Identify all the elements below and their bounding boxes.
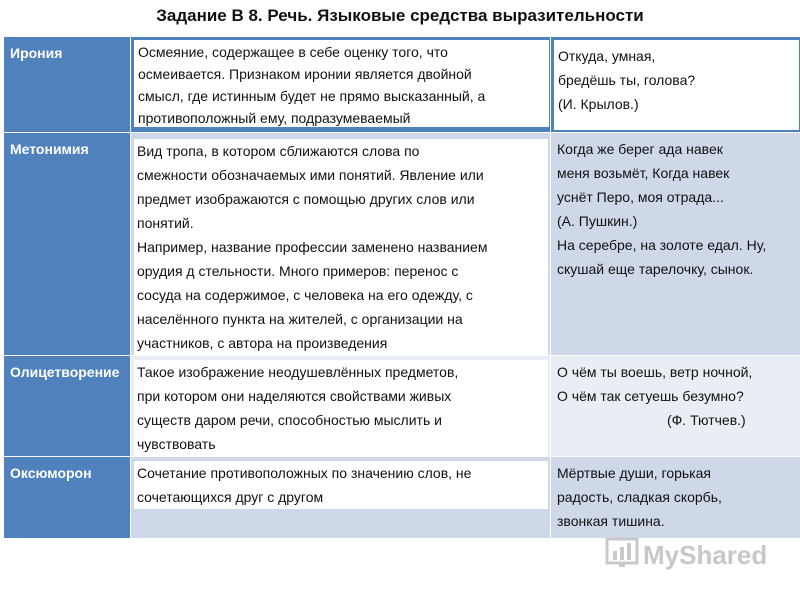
definition-line: Такое изображение неодушевлённых предметов, (137, 364, 459, 380)
example-line: Мёртвые души, горькая (557, 465, 711, 481)
term-cell: Ирония (4, 37, 131, 133)
table-row (4, 133, 800, 356)
definition-cell (131, 356, 551, 457)
definition-line: существ даром речи, способностью мыслить и (137, 412, 442, 428)
example-line: бредёшь ты, голова? (558, 72, 696, 88)
definition-line: участников, с автора на произведения (137, 335, 388, 351)
example-line: Откуда, умная, (558, 48, 656, 64)
example-box (551, 356, 800, 432)
example-cell (551, 37, 800, 133)
example-line: Когда же берег ада навек (557, 141, 723, 157)
example-box (554, 40, 799, 130)
example-cell (551, 133, 800, 356)
example-line: скушай еще тарелочку, сынок. (557, 261, 754, 277)
chart-icon (605, 537, 639, 574)
definition-line: предмет изображаются с помощью других слов или (137, 191, 475, 207)
example-line: звонкая тишина. (557, 513, 665, 529)
definition-line: орудия д стельности. Много примеров: перенос с (137, 263, 459, 279)
example-line: О чём так сетуешь безумно? (557, 388, 744, 404)
definition-line: противоположный ему, подразумеваемый (138, 110, 411, 126)
example-line: О чём ты воешь, ветр ночной, (557, 364, 753, 380)
term-cell: Олицетворение (4, 356, 131, 457)
definition-line: Вид тропа, в котором сближаются слова по (137, 143, 420, 159)
example-line: уснёт Перо, моя отрада... (557, 189, 724, 205)
definition-cell (131, 133, 551, 356)
watermark-text: MyShared (643, 540, 768, 570)
example-line: (Ф. Тютчев.) (667, 412, 746, 428)
definition-box (134, 461, 548, 509)
definition-line: Осмеяние, содержащее в себе оценку того, что (138, 44, 448, 60)
table-row (4, 457, 800, 539)
term-cell: Оксюморон (4, 457, 131, 539)
table-row (4, 356, 800, 457)
terms-table (3, 36, 800, 539)
example-line: радость, сладкая скорбь, (557, 489, 722, 505)
definition-line: сочетающихся друг с другом (137, 489, 324, 505)
example-line: меня возьмёт, Когда навек (557, 165, 730, 181)
example-line: На серебре, на золоте едал. Ну, (557, 237, 767, 253)
definition-line: населённого пункта на жителей, с организации на (137, 311, 463, 327)
example-cell (551, 356, 800, 457)
example-cell (551, 457, 800, 539)
page-title: Задание В 8. Речь. Языковые средства выразительности (156, 6, 644, 25)
definition-line: осмеивается. Признаком иронии является двойной (138, 66, 472, 82)
definition-line: понятий. (137, 215, 194, 231)
definition-cell (131, 37, 551, 133)
definition-line: сосуда на содержимое, с человека на его одежду, с (137, 287, 473, 303)
definition-box (134, 40, 549, 127)
definition-line: Например, название профессии заменено названием (137, 239, 488, 255)
definition-line: при котором они наделяются свойствами живых (137, 388, 452, 404)
example-box (551, 457, 800, 533)
watermark (605, 537, 767, 574)
example-line: (А. Пушкин.) (557, 213, 638, 229)
term-cell: Метонимия (4, 133, 131, 356)
definition-cell (131, 457, 551, 539)
definition-box (134, 360, 548, 456)
definition-line: смежности обозначаемых ими понятий. Явление или (137, 167, 484, 183)
example-box (551, 133, 800, 281)
example-line: (И. Крылов.) (558, 96, 639, 112)
definition-box (134, 139, 548, 355)
table-row (4, 37, 800, 133)
definition-line: чувствовать (137, 436, 216, 452)
definition-line: смысл, где истинным будет не прямо высказанный, а (138, 88, 486, 104)
definition-line: Сочетание противоположных по значению слов, не (137, 465, 472, 481)
